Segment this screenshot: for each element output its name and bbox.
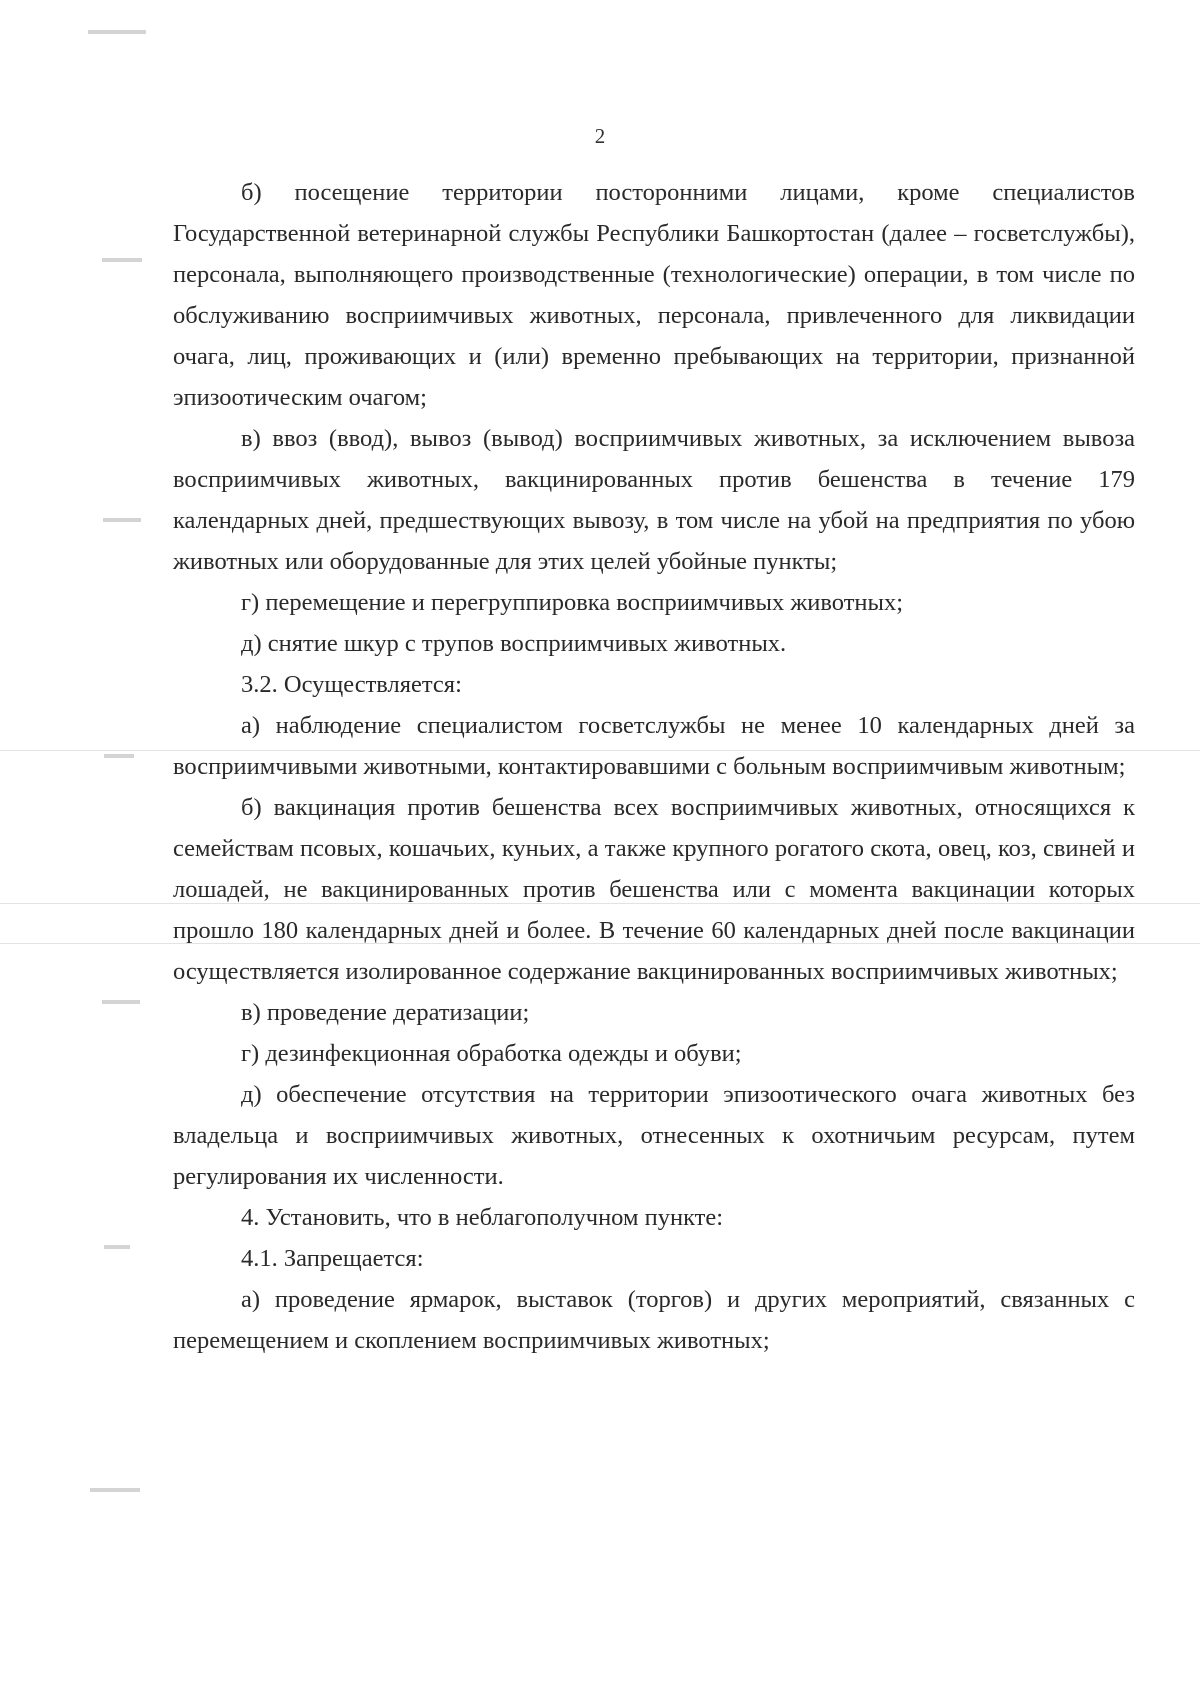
scan-mark: [103, 518, 141, 522]
scan-mark: [104, 1245, 130, 1249]
section-heading-4: 4. Установить, что в неблагополучном пункте:: [241, 1204, 724, 1231]
scan-mark: [90, 1488, 140, 1492]
paragraph-item-a-observation: а) наблюдение специалистом госветслужбы не менее 10 календарных дней за восприимчивыми животными, контактировавшими с больным восприимчивым животным;: [173, 712, 1135, 780]
paragraph-item-v-deratization: в) проведение дератизации;: [241, 999, 530, 1026]
paragraph-item-g-relocation: г) перемещение и перегруппировка восприимчивых животных;: [241, 589, 904, 616]
section-heading-4-1: 4.1. Запрещается:: [241, 1245, 424, 1272]
paragraph-item-g-disinfection: г) дезинфекционная обработка одежды и обуви;: [241, 1040, 742, 1067]
page-number: 2: [594, 124, 606, 148]
paragraph-item-b-vaccination: б) вакцинация против бешенства всех восприимчивых животных, относящихся к семействам псовых, кошачьих, куньих, а также крупного рогатого скота, овец, коз, свиней и лошадей, не вакцинированных против бешенства или с момента вакцинации которых прошло 180 календарных дней и более. В течение 60 календарных дней после вакцинации осуществляется изолированное содержание вакцинированных восприимчивых животных;: [173, 794, 1135, 985]
scan-mark: [88, 30, 146, 34]
paragraph-item-d-stray-control: д) обеспечение отсутствия на территории эпизоотического очага животных без владельца и восприимчивых животных, отнесенных к охотничьим ресурсам, путем регулирования их численности.: [173, 1081, 1135, 1190]
paragraph-item-v-import-export: в) ввоз (ввод), вывоз (вывод) восприимчивых животных, за исключением вывоза восприимчивых животных, вакцинированных против бешенства в течение 179 календарных дней, предшествующих вывозу, в том числе на убой на предприятия по убою животных или оборудованные для этих целей убойные пункты;: [173, 425, 1135, 575]
scan-mark: [104, 754, 134, 758]
scan-mark: [102, 258, 142, 262]
scan-mark: [102, 1000, 140, 1004]
paragraph-item-a-fairs: а) проведение ярмарок, выставок (торгов) и других мероприятий, связанных с перемещением и скоплением восприимчивых животных;: [173, 1286, 1135, 1354]
paragraph-item-b-visits: б) посещение территории посторонними лицами, кроме специалистов Государственной ветеринарной службы Республики Башкортостан (далее – госветслужбы), персонала, выполняющего производственные (технологические) операции, в том числе по обслуживанию восприимчивых животных, персонала, привлеченного для ликвидации очага, лиц, проживающих и (или) временно пребывающих на территории, признанной эпизоотическим очагом;: [173, 179, 1135, 411]
paragraph-item-d-skins: д) снятие шкур с трупов восприимчивых животных.: [241, 630, 787, 657]
section-heading-3-2: 3.2. Осуществляется:: [241, 671, 462, 698]
document-body: [173, 172, 1135, 1361]
